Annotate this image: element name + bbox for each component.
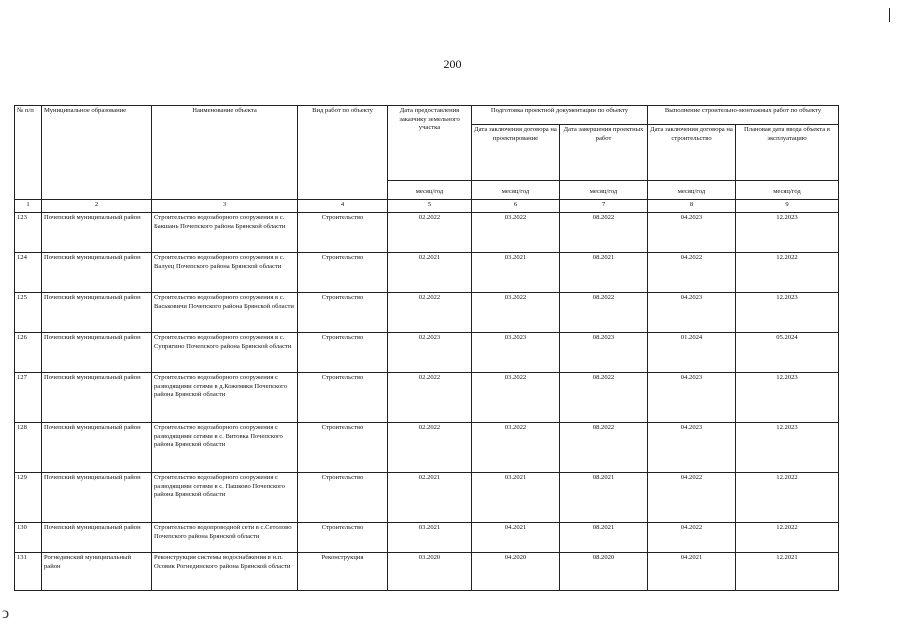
design-contract-cell: 03.2022: [472, 423, 560, 473]
municipality-cell: Почепский муниципальный район: [42, 423, 152, 473]
build-contract-cell: 04.2023: [648, 213, 736, 253]
header-design-contract: Дата заключения договора на проектирование: [472, 125, 560, 181]
build-contract-cell: 04.2022: [648, 523, 736, 553]
object-name-cell: Строительство водозаборного сооружения в с. Супрягино Почепского района Брянской области: [152, 333, 298, 373]
design-contract-cell: 03.2021: [472, 253, 560, 293]
design-contract-cell: 03.2022: [472, 213, 560, 253]
unit-label: месяц/год: [388, 181, 472, 200]
unit-label: месяц/год: [560, 181, 648, 200]
header-construction-group: Выполнение строительно-монтажных работ по объекту: [648, 106, 839, 125]
object-name-cell: Строительство водопроводной сети в с.Сетолово Почепского района Брянской области: [152, 523, 298, 553]
work-type-cell: Строительство: [298, 373, 388, 423]
commission-date-cell: 12.2022: [736, 253, 839, 293]
header-build-contract: Дата заключения договора на строительство: [648, 125, 736, 181]
header-design-group: Подготовка проектной документации по объекту: [472, 106, 648, 125]
object-name-cell: Строительство водозаборного сооружения с разводящими сетями в с. Пашково Почепского района Брянской области: [152, 473, 298, 523]
design-finish-cell: 08.2022: [560, 213, 648, 253]
column-number: 7: [560, 200, 648, 213]
header-object: Наименование объекта: [152, 106, 298, 200]
commission-date-cell: 05.2024: [736, 333, 839, 373]
work-type-cell: Строительство: [298, 423, 388, 473]
column-number: 9: [736, 200, 839, 213]
table-row: [15, 213, 839, 253]
commission-date-cell: 12.2023: [736, 373, 839, 423]
municipality-cell: Почепский муниципальный район: [42, 213, 152, 253]
header-land-date: Дата предоставления заказчику земельного участка: [388, 106, 472, 181]
build-contract-cell: 04.2023: [648, 293, 736, 333]
municipality-cell: Почепский муниципальный район: [42, 333, 152, 373]
page-number: 200: [443, 57, 462, 71]
work-type-cell: Строительство: [298, 333, 388, 373]
table-row: [15, 553, 839, 591]
design-finish-cell: 08.2023: [560, 333, 648, 373]
municipality-cell: Рогнединский муниципальный район: [42, 553, 152, 591]
municipality-cell: Почепский муниципальный район: [42, 293, 152, 333]
column-number: 6: [472, 200, 560, 213]
commission-date-cell: 12.2021: [736, 553, 839, 591]
work-type-cell: Строительство: [298, 523, 388, 553]
unit-label: месяц/год: [736, 181, 839, 200]
commission-date-cell: 12.2022: [736, 473, 839, 523]
column-number: 1: [15, 200, 42, 213]
build-contract-cell: 04.2022: [648, 473, 736, 523]
object-name-cell: Строительство водозаборного сооружения с разводящими сетями в д.Кожемяки Почепского района Брянской области: [152, 373, 298, 423]
column-number: 2: [42, 200, 152, 213]
column-number: 5: [388, 200, 472, 213]
row-number: 129: [15, 473, 42, 523]
design-finish-cell: 08.2021: [560, 253, 648, 293]
build-contract-cell: 01.2024: [648, 333, 736, 373]
row-number: 131: [15, 553, 42, 591]
design-contract-cell: 04.2020: [472, 553, 560, 591]
land-date-cell: 02.2021: [388, 473, 472, 523]
design-finish-cell: 08.2022: [560, 373, 648, 423]
object-name-cell: Строительство водозаборного сооружения с разводящими сетями в с. Витовка Почепского района Брянской области: [152, 423, 298, 473]
commission-date-cell: 12.2023: [736, 213, 839, 253]
row-number: 125: [15, 293, 42, 333]
object-name-cell: Реконструкция системы водоснабжения в н.п. Осовик Рогнединского района Брянской области: [152, 553, 298, 591]
work-type-cell: Строительство: [298, 213, 388, 253]
table-row: [15, 333, 839, 373]
design-finish-cell: 08.2022: [560, 423, 648, 473]
build-contract-cell: 04.2021: [648, 553, 736, 591]
table-row: [15, 423, 839, 473]
build-contract-cell: 04.2023: [648, 373, 736, 423]
row-number: 128: [15, 423, 42, 473]
land-date-cell: 02.2022: [388, 213, 472, 253]
table-row: [15, 253, 839, 293]
table-row: [15, 293, 839, 333]
work-type-cell: Строительство: [298, 293, 388, 333]
land-date-cell: 03.2021: [388, 523, 472, 553]
row-number: 123: [15, 213, 42, 253]
design-contract-cell: 03.2022: [472, 373, 560, 423]
row-number: 124: [15, 253, 42, 293]
design-finish-cell: 08.2021: [560, 473, 648, 523]
commission-date-cell: 12.2023: [736, 423, 839, 473]
unit-label: месяц/год: [472, 181, 560, 200]
design-contract-cell: 03.2022: [472, 293, 560, 333]
design-finish-cell: 08.2021: [560, 523, 648, 553]
land-date-cell: 02.2023: [388, 333, 472, 373]
design-contract-cell: 03.2021: [472, 473, 560, 523]
object-name-cell: Строительство водозаборного сооружения в с. Валуец Почепского района Брянской области: [152, 253, 298, 293]
table-row: [15, 373, 839, 423]
land-date-cell: 02.2022: [388, 293, 472, 333]
design-finish-cell: 08.2020: [560, 553, 648, 591]
table-row: [15, 473, 839, 523]
object-name-cell: Строительство водозаборного сооружения в с. Бакшань Почепского района Брянской области: [152, 213, 298, 253]
row-number: 126: [15, 333, 42, 373]
work-type-cell: Строительство: [298, 473, 388, 523]
construction-schedule-table: [14, 105, 839, 591]
scan-artifact: ↄ: [2, 605, 10, 622]
land-date-cell: 03.2020: [388, 553, 472, 591]
unit-label: месяц/год: [648, 181, 736, 200]
municipality-cell: Почепский муниципальный район: [42, 253, 152, 293]
column-number: 3: [152, 200, 298, 213]
land-date-cell: 02.2022: [388, 373, 472, 423]
object-name-cell: Строительство водозаборного сооружения в с. Васьковичи Почепского района Брянской области: [152, 293, 298, 333]
build-contract-cell: 04.2023: [648, 423, 736, 473]
commission-date-cell: 12.2022: [736, 523, 839, 553]
column-number: 8: [648, 200, 736, 213]
design-contract-cell: 04.2021: [472, 523, 560, 553]
work-type-cell: Строительство: [298, 253, 388, 293]
municipality-cell: Почепский муниципальный район: [42, 523, 152, 553]
row-number: 130: [15, 523, 42, 553]
design-contract-cell: 03.2023: [472, 333, 560, 373]
commission-date-cell: 12.2023: [736, 293, 839, 333]
header-commission-date: Плановая дата ввода объекта в эксплуатацию: [736, 125, 839, 181]
column-number: 4: [298, 200, 388, 213]
work-type-cell: Реконструкция: [298, 553, 388, 591]
land-date-cell: 02.2021: [388, 253, 472, 293]
header-design-finish: Дата завершения проектных работ: [560, 125, 648, 181]
municipality-cell: Почепский муниципальный район: [42, 473, 152, 523]
build-contract-cell: 04.2022: [648, 253, 736, 293]
row-number: 127: [15, 373, 42, 423]
design-finish-cell: 08.2022: [560, 293, 648, 333]
header-work-type: Вид работ по объекту: [298, 106, 388, 200]
header-num: № п/п: [15, 106, 42, 200]
municipality-cell: Почепский муниципальный район: [42, 373, 152, 423]
table-row: [15, 523, 839, 553]
header-municipality: Муниципальное образование: [42, 106, 152, 200]
scan-edge-line: [889, 8, 890, 22]
land-date-cell: 02.2022: [388, 423, 472, 473]
